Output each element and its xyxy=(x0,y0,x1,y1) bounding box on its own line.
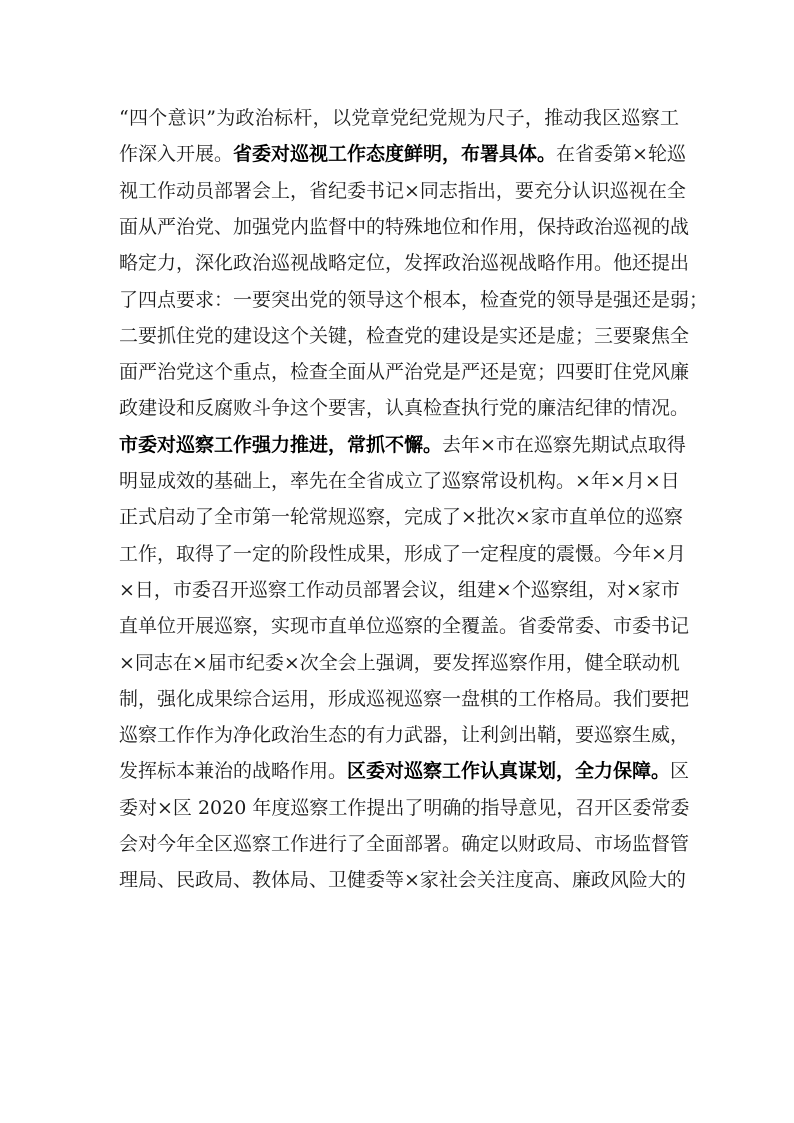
text-segment: 理局、民政局、教体局、卫健委等×家社会关注度高、廉政风险大的 xyxy=(119,869,686,892)
text-segment: 面从严治党、加强党内监督中的特殊地位和作用，保持政治巡视的战 xyxy=(119,215,690,238)
text-segment: “四个意识”为政治标杆，以党章党纪党规为尺子，推动我区巡察工 xyxy=(119,107,679,129)
text-segment: ×同志在×届市纪委×次全会上强调，要发挥巡察作用，健全联动机 xyxy=(119,651,680,674)
text-line xyxy=(119,684,690,714)
text-segment: 直单位开展巡察，实现市直单位巡察的全覆盖。省委常委、市委书记 xyxy=(119,615,690,638)
text-segment: 发挥标本兼治的战略作用。 xyxy=(119,760,348,783)
text-segment: 去年×市在巡察先期试点取得 xyxy=(442,433,686,456)
text-line xyxy=(119,430,686,460)
text-line xyxy=(119,212,690,242)
text-segment: 作深入开展。 xyxy=(119,143,234,166)
text-line xyxy=(119,103,679,133)
text-line xyxy=(119,575,679,605)
text-segment: 委对×区 2020 年度巡察工作提出了明确的指导意见，召开区委常委 xyxy=(119,796,690,819)
text-segment: 视工作动员部署会上，省纪委书记×同志指出，要充分认识巡视在全 xyxy=(119,179,686,202)
text-segment: 政建设和反腐败斗争这个要害，认真检查执行党的廉洁纪律的情况。 xyxy=(119,397,690,420)
text-segment: 工作，取得了一定的阶段性成果，形成了一定程度的震慑。今年×月 xyxy=(119,542,686,565)
text-line xyxy=(119,539,686,569)
text-segment: 会对今年全区巡察工作进行了全面部署。确定以财政局、市场监督管 xyxy=(119,833,690,855)
text-line xyxy=(119,793,690,823)
text-line xyxy=(119,176,686,206)
bold-heading-segment: 区委对巡察工作认真谋划，全力保障。 xyxy=(347,760,671,783)
text-line xyxy=(119,466,679,496)
text-line xyxy=(119,829,690,859)
text-line xyxy=(119,357,690,387)
bold-heading-segment: 市委对巡察工作强力推进，常抓不懈。 xyxy=(119,433,443,456)
text-line xyxy=(119,865,686,895)
text-segment: 略定力，深化政治巡视战略定位，发挥政治巡视战略作用。他还提出 xyxy=(119,252,690,275)
bold-heading-segment: 省委对巡视工作态度鲜明，布署具体。 xyxy=(233,143,557,166)
text-segment: 制，强化成果综合运用，形成巡视巡察一盘棋的工作格局。我们要把 xyxy=(119,687,690,710)
text-segment: ×日，市委召开巡察工作动员部署会议，组建×个巡察组，对×家市 xyxy=(119,578,680,601)
text-line xyxy=(119,720,690,750)
text-line xyxy=(119,248,690,278)
text-line xyxy=(119,756,690,786)
text-segment: 面严治党这个重点，检查全面从严治党是严还是宽；四要盯住党风廉 xyxy=(119,361,690,384)
text-line xyxy=(119,393,690,423)
text-line xyxy=(119,611,690,641)
text-segment: 区 xyxy=(670,760,690,783)
text-segment: 二要抓住党的建设这个关键，检查党的建设是实还是虚；三要聚焦全 xyxy=(119,324,690,347)
text-line xyxy=(119,321,690,351)
text-segment: 正式启动了全市第一轮常规巡察，完成了×批次×家市直单位的巡察 xyxy=(119,506,683,529)
text-line xyxy=(119,648,679,678)
text-segment: 明显成效的基础上，率先在全省成立了巡察常设机构。×年×月×日 xyxy=(119,470,680,492)
text-line xyxy=(119,285,709,315)
text-segment: 了四点要求：一要突出党的领导这个根本，检查党的领导是强还是弱； xyxy=(119,288,709,311)
text-line xyxy=(119,502,683,532)
text-segment: 在省委第×轮巡 xyxy=(556,143,686,166)
text-segment: 巡察工作作为净化政治生态的有力武器，让利剑出鞘，要巡察生威， xyxy=(119,724,690,747)
text-line xyxy=(119,139,686,169)
